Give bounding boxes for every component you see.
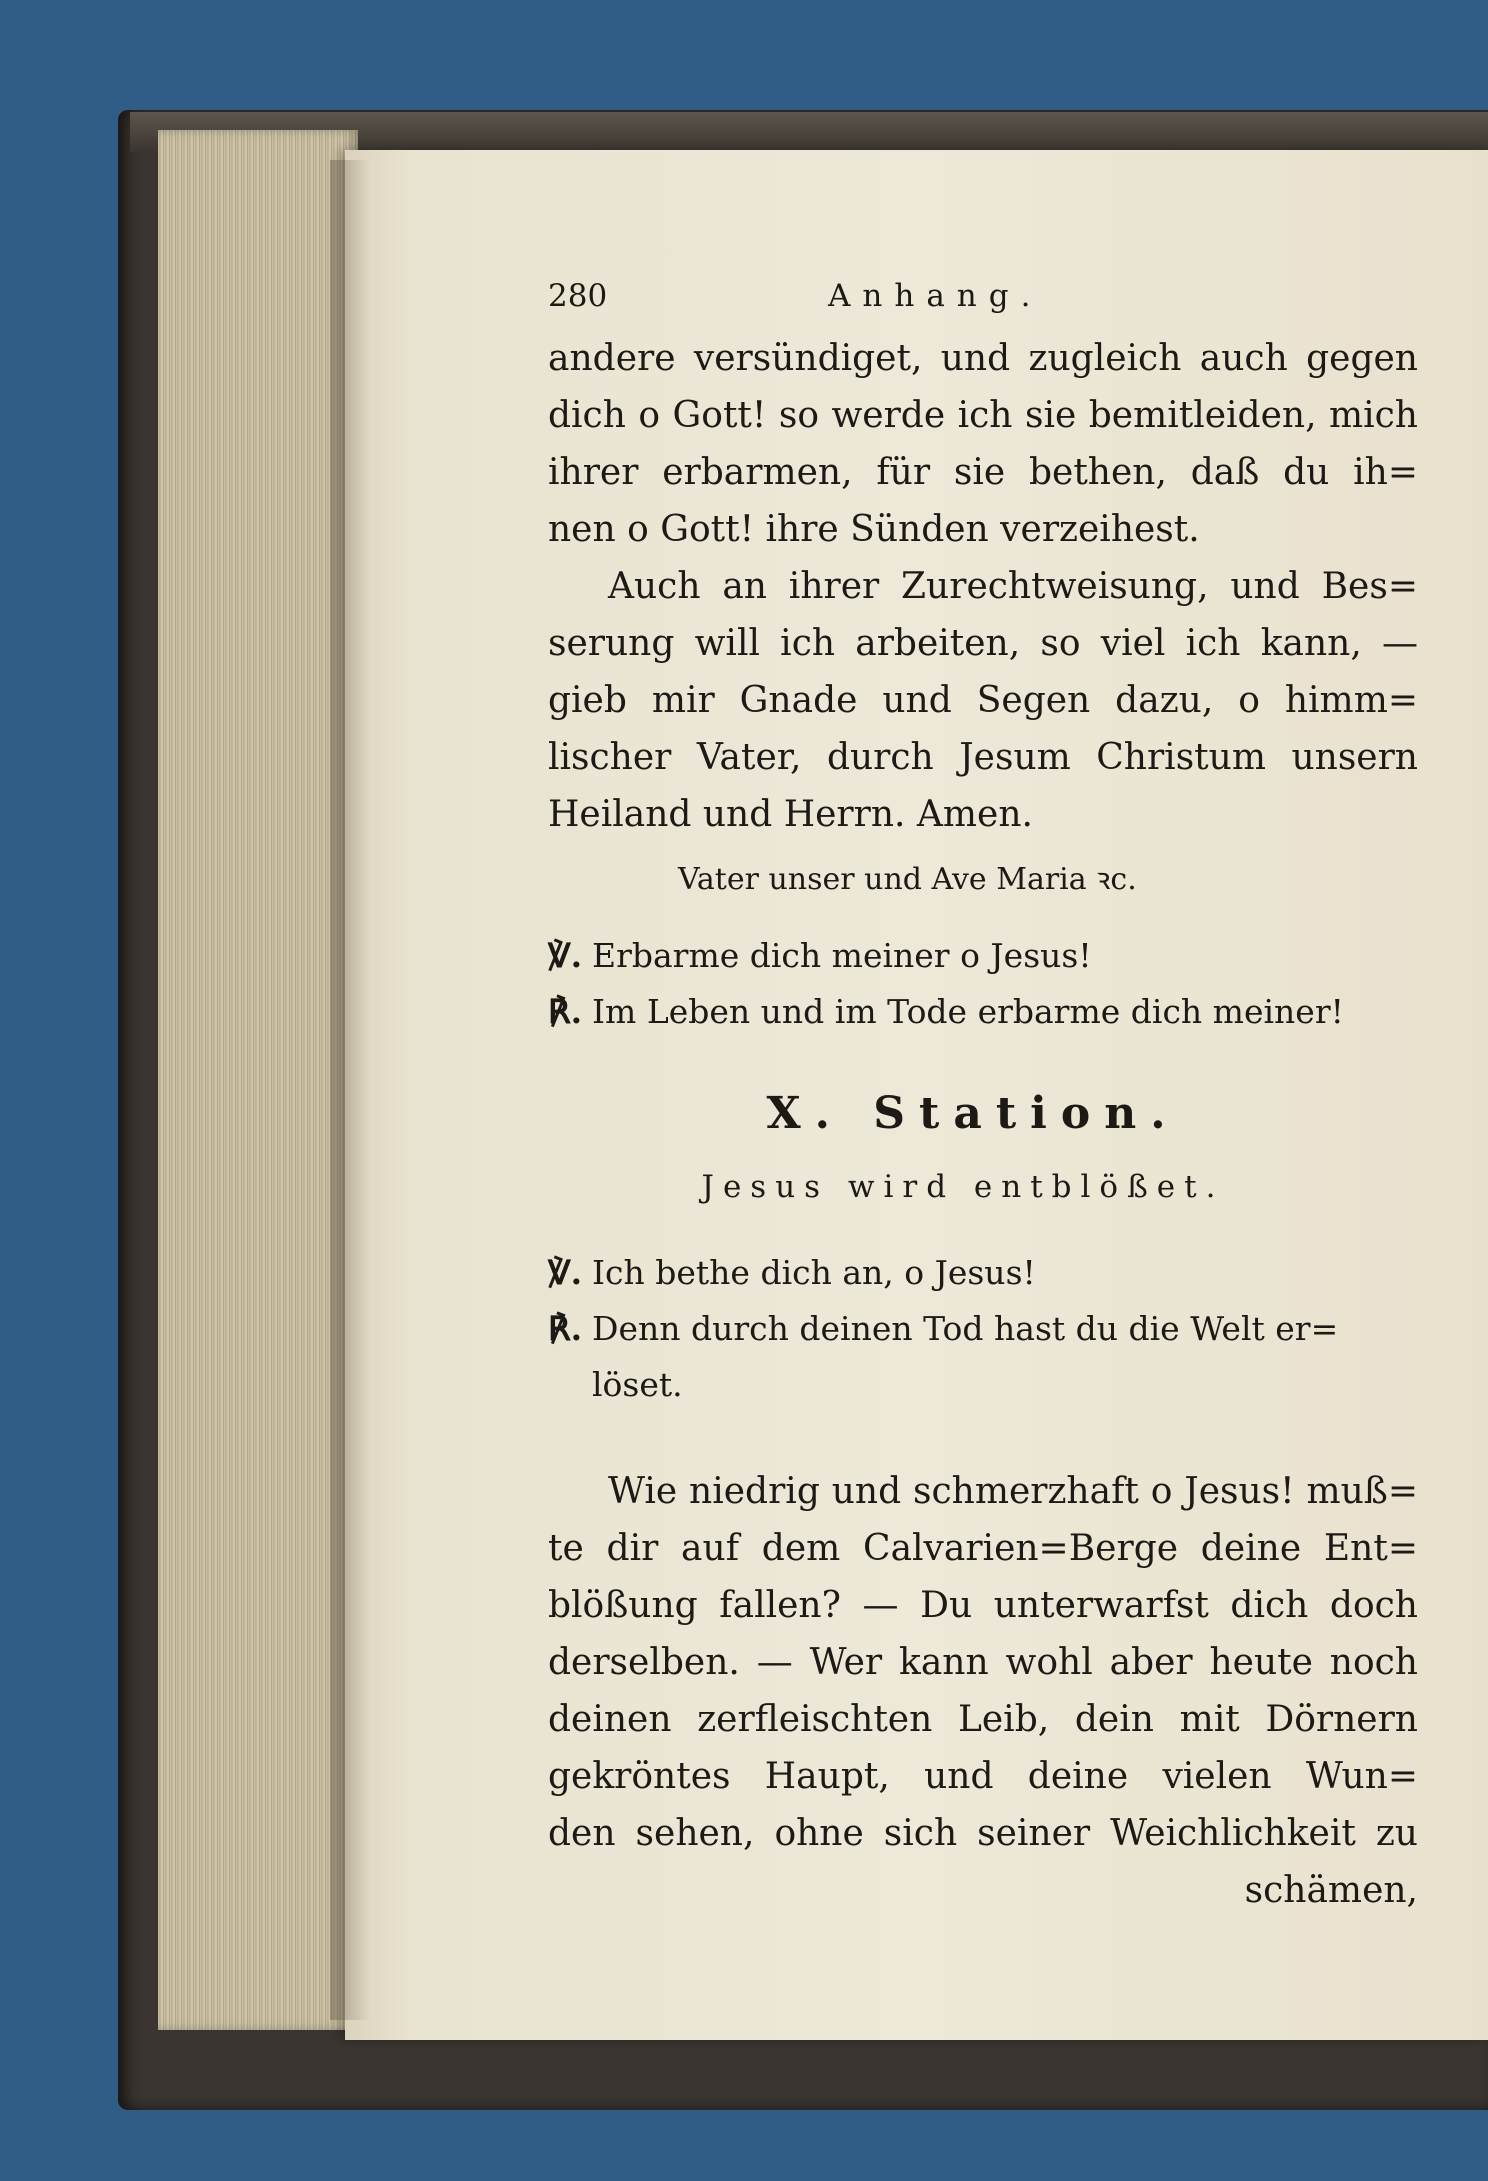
text-line: te dir auf dem Calvarien=Berge deine Ent= [548,1528,1418,1569]
paragraph-1 [548,330,1418,558]
response-symbol: ℟. [548,1309,583,1348]
versicle-1 [548,928,1418,984]
page-number: 280 [548,278,608,314]
spacer [548,1413,1418,1463]
text-line: Auch an ihrer Zurechtweisung, und Bes= [608,566,1418,607]
text-line: andere versündiget, und zugleich auch gegen [548,338,1418,379]
versicle-symbol: ℣. [548,936,583,975]
text-line: gekröntes Haupt, und deine vielen Wun= [548,1756,1418,1797]
versicle-symbol: ℣. [548,1253,583,1292]
page-header [548,270,1418,330]
response-2 [548,1301,1418,1357]
paragraph-3 [548,1463,1418,1919]
response-text: Im Leben und im Tode erbarme dich meiner! [592,992,1344,1031]
text-line: lischer Vater, durch Jesum Christum unsern [548,737,1418,778]
text-line: Heiland und Herrn. Amen. [548,794,1033,835]
text-line: den sehen, ohne sich seiner Weichlichkeit zu [548,1813,1418,1854]
station-subtitle: Jesus wird entblößet. [701,1169,1225,1205]
text-line: ihrer erbarmen, für sie bethen, daß du ih= [548,452,1418,493]
text-line: serung will ich arbeiten, so viel ich kann, — [548,623,1418,664]
station-title: X. Station. [766,1088,1180,1139]
page-edges [158,130,358,2030]
response-text: Denn durch deinen Tod hast du die Welt er= [592,1309,1339,1348]
versicle-2 [548,1245,1418,1301]
text-line: dich o Gott! so werde ich sie bemitleiden, mich [548,395,1418,436]
text-line: derselben. — Wer kann wohl aber heute noch [548,1642,1418,1683]
running-title: Anhang. [828,278,1043,314]
prayer-note: Vater unser und Ave Maria ꝛc. [678,862,1137,897]
text-line: schämen, [1244,1870,1418,1911]
response-1 [548,984,1418,1040]
versicle-text: Erbarme dich meiner o Jesus! [592,936,1092,975]
page-gutter-shadow [330,160,370,2020]
versicle-text: Ich bethe dich an, o Jesus! [592,1253,1036,1292]
response-symbol: ℟. [548,992,583,1031]
text-line: nen o Gott! ihre Sünden verzeihest. [548,509,1200,550]
response-2-continuation: löset. [592,1365,683,1404]
text-line: Wie niedrig und schmerzhaft o Jesus! muß= [608,1471,1418,1512]
text-line: blößung fallen? — Du unterwarfst dich doch [548,1585,1418,1626]
page-content [548,270,1418,1919]
paragraph-2 [548,558,1418,843]
text-line: gieb mir Gnade und Segen dazu, o himm= [548,680,1418,721]
text-line: deinen zerfleischten Leib, dein mit Dörnern [548,1699,1418,1740]
